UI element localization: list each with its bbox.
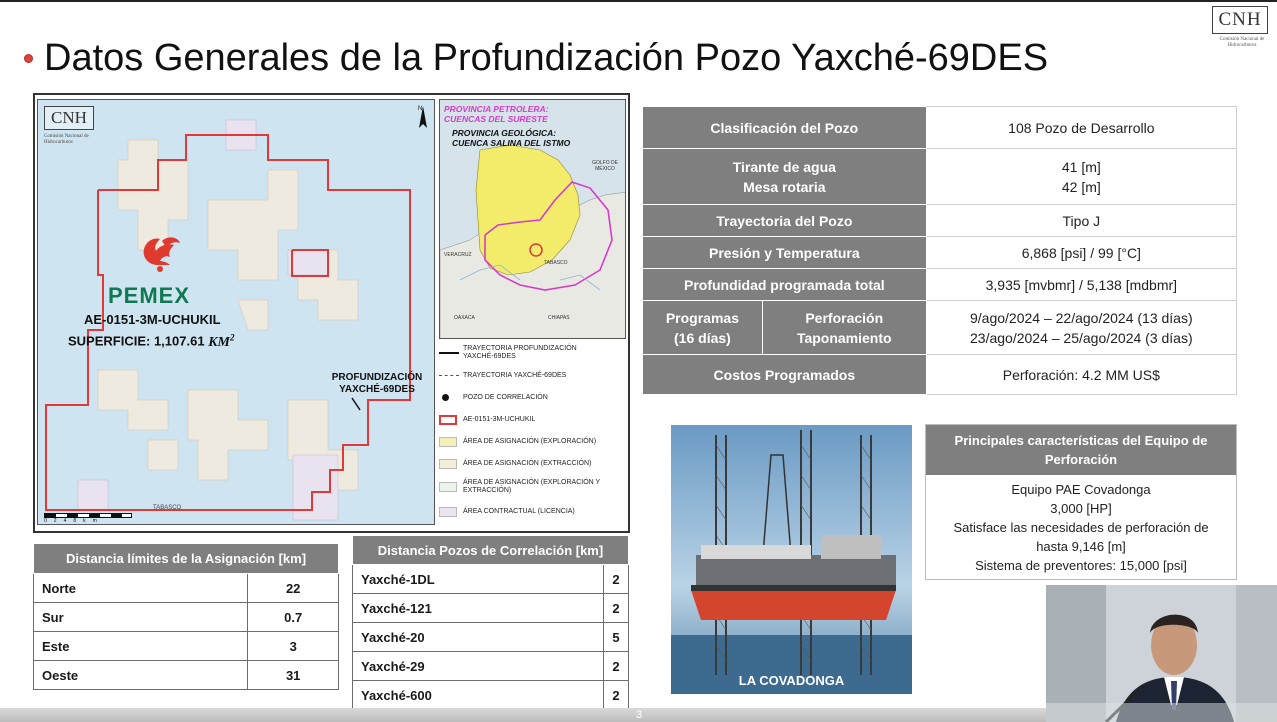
inset-tabasco-label: TABASCO xyxy=(544,260,568,266)
equipment-panel xyxy=(925,424,1237,580)
legend-item xyxy=(439,459,591,469)
north-label: N xyxy=(418,106,423,112)
well-name-cell: Yaxché-600 xyxy=(353,681,604,710)
scale-tick: 2 xyxy=(53,518,64,524)
slide-title: Datos Generales de la Profundización Pozo Yaxché-69DES xyxy=(44,37,1049,79)
title-bullet xyxy=(24,54,33,63)
direction-cell: Este xyxy=(34,632,248,661)
legend-label: TRAYECTORIA PROFUNDIZACIÓN YAXCHÉ-69DES xyxy=(463,345,577,360)
top-border-line xyxy=(0,0,1277,2)
equipment-line: Satisface las necesidades de perforación de hasta 9,146 [m] xyxy=(953,520,1209,554)
legend-label: ÁREA DE ASIGNACIÓN (EXPLORACIÓN) xyxy=(463,438,597,445)
distance-cell: 22 xyxy=(248,574,339,603)
surface-exponent: 2 xyxy=(229,332,235,342)
correlation-wells-table xyxy=(352,535,629,710)
water-depth-label xyxy=(643,149,927,205)
table-row xyxy=(34,632,339,661)
scale-tick: 4 xyxy=(63,518,74,524)
well-info-table xyxy=(642,106,1237,395)
costs-value: Perforación: 4.2 MM US$ xyxy=(926,355,1236,395)
table-row xyxy=(34,574,339,603)
rig-illustration xyxy=(671,425,912,694)
direction-cell: Norte xyxy=(34,574,248,603)
distance-cell: 31 xyxy=(248,661,339,690)
legend-item xyxy=(439,415,535,425)
legend-item xyxy=(439,371,566,381)
drilling-label: Perforación xyxy=(805,309,884,326)
legend-item xyxy=(439,345,613,361)
equipment-header: Principales características del Equipo de Perforación xyxy=(926,425,1236,475)
cnh-logo-abbrev: CNH xyxy=(1212,6,1268,34)
rotary-table-label-line: Mesa rotaria xyxy=(743,178,826,195)
table-row xyxy=(643,301,1237,355)
lavender-box-icon xyxy=(439,507,459,517)
legend-item xyxy=(439,507,575,517)
inset-petroleum-province: PROVINCIA PETROLERA: CUENCAS DEL SURESTE xyxy=(444,104,549,124)
programs-label-line: Programas xyxy=(665,309,739,326)
legend-label: ÁREA CONTRACTUAL (LICENCIA) xyxy=(463,508,575,515)
table-row xyxy=(643,237,1237,269)
page-number: 3 xyxy=(636,709,643,721)
inset-map xyxy=(439,99,626,339)
cream-box-icon xyxy=(439,459,459,469)
equipment-line: Sistema de preventores: 15,000 [psi] xyxy=(975,558,1187,573)
table-row xyxy=(34,661,339,690)
legend-item xyxy=(439,437,596,447)
red-box-icon xyxy=(439,415,459,425)
distance-cell: 2 xyxy=(603,652,628,681)
map-cnh-subtitle: Comisión Nacional de Hidrocarburos xyxy=(44,134,89,145)
legend-label: ÁREA DE ASIGNACIÓN (EXPLORACIÓN Y EXTRACCIÓN) xyxy=(463,479,601,494)
scale-tick: 8 xyxy=(73,518,84,524)
dashed-line-icon xyxy=(439,371,459,381)
surface-value: SUPERFICIE: 1,107.61 xyxy=(68,333,205,349)
main-map xyxy=(37,99,435,525)
distance-limits-table xyxy=(33,543,339,690)
distance-cell: 2 xyxy=(603,681,628,710)
bottom-bar xyxy=(0,708,1046,722)
legend-item xyxy=(439,393,548,403)
dot-icon xyxy=(439,393,459,403)
well-name-cell: Yaxché-20 xyxy=(353,623,604,652)
cnh-logo xyxy=(1212,6,1272,56)
scale-unit: km xyxy=(83,518,104,524)
direction-cell: Sur xyxy=(34,603,248,632)
inset-chiapas-label: CHIAPAS xyxy=(548,315,570,321)
water-depth-label-line: Tirante de agua xyxy=(732,158,836,175)
classification-value: 108 Pozo de Desarrollo xyxy=(926,107,1236,149)
correlation-wells-header: Distancia Pozos de Correlación [km] xyxy=(353,536,629,565)
drilling-dates: 9/ago/2024 – 22/ago/2024 (13 días) xyxy=(970,309,1193,326)
distance-cell: 5 xyxy=(603,623,628,652)
distance-limits-header: Distancia límites de la Asignación [km] xyxy=(34,544,339,574)
equipment-line: 3,000 [HP] xyxy=(1050,501,1112,516)
speaker-video-frame xyxy=(1046,585,1277,722)
pressure-temp-value: 6,868 [psi] / 99 [°C] xyxy=(926,237,1236,269)
legend-label: AE-0151-3M-UCHUKIL xyxy=(463,416,536,423)
plugging-label: Taponamiento xyxy=(796,329,892,346)
table-row xyxy=(643,355,1237,395)
area-name: AE-0151-3M-UCHUKIL xyxy=(84,312,221,327)
legend-label: POZO DE CORRELACIÓN xyxy=(463,394,548,401)
legend-label: TRAYECTORIA YAXCHÉ-69DES xyxy=(463,372,567,379)
inset-veracruz-label: VERACRUZ xyxy=(444,252,472,258)
table-row xyxy=(643,149,1237,205)
surface-label xyxy=(68,332,234,351)
pemex-logo-text: PEMEX xyxy=(108,283,191,308)
table-row xyxy=(353,623,629,652)
direction-cell: Oeste xyxy=(34,661,248,690)
distance-cell: 0.7 xyxy=(248,603,339,632)
table-row xyxy=(353,565,629,594)
map-tabasco-label: TABASCO xyxy=(153,505,182,511)
programs-days-line: (16 días) xyxy=(674,329,731,346)
table-row xyxy=(643,205,1237,237)
well-name-cell: Yaxché-121 xyxy=(353,594,604,623)
equipment-line: Equipo PAE Covadonga xyxy=(1011,482,1151,497)
webcam-video xyxy=(1046,585,1277,722)
well-label: PROFUNDIZACIÓN YAXCHÉ-69DES xyxy=(331,372,423,395)
rotary-table-value-line: 42 [m] xyxy=(1061,178,1101,195)
table-row xyxy=(353,652,629,681)
inset-oaxaca-label: OAXACA xyxy=(454,315,475,321)
light-box-icon xyxy=(439,482,459,492)
distance-cell: 2 xyxy=(603,565,628,594)
surface-unit xyxy=(208,332,235,350)
scale-tick: 0 xyxy=(44,518,54,524)
table-row xyxy=(353,594,629,623)
table-row xyxy=(643,269,1237,301)
water-depth-value-line: 41 [m] xyxy=(1061,158,1101,175)
table-row xyxy=(34,603,339,632)
depth-value: 3,935 [mvbmr] / 5,138 [mdbmr] xyxy=(926,269,1236,301)
map-legend xyxy=(439,343,626,529)
equipment-body xyxy=(926,475,1236,575)
yellow-box-icon xyxy=(439,437,459,447)
well-name-cell: Yaxché-1DL xyxy=(353,565,604,594)
trajectory-value: Tipo J xyxy=(926,205,1236,237)
map-cnh-logo: CNH xyxy=(44,106,94,130)
classification-label: Clasificación del Pozo xyxy=(643,107,927,149)
legend-label: ÁREA DE ASIGNACIÓN (EXTRACCIÓN) xyxy=(463,460,592,467)
costs-label: Costos Programados xyxy=(643,355,927,395)
programs-sublabel xyxy=(762,301,926,355)
solid-line-icon xyxy=(439,348,459,358)
inset-geologic-province: PROVINCIA GEOLÓGICA: CUENCA SALINA DEL ISTMO xyxy=(452,128,571,148)
programs-value xyxy=(926,301,1236,355)
surface-unit-text: KM xyxy=(208,334,230,350)
well-name-cell: Yaxché-29 xyxy=(353,652,604,681)
depth-label: Profundidad programada total xyxy=(643,269,927,301)
water-depth-value xyxy=(926,149,1236,205)
scale-ticks xyxy=(44,518,104,524)
distance-cell: 3 xyxy=(248,632,339,661)
programs-label xyxy=(643,301,763,355)
pressure-temp-label: Presión y Temperatura xyxy=(643,237,927,269)
inset-gulf-label: GOLFO DE MÉXICO xyxy=(592,160,618,172)
distance-cell: 2 xyxy=(603,594,628,623)
legend-item xyxy=(439,479,603,495)
rig-photo xyxy=(671,425,912,694)
trajectory-label: Trayectoria del Pozo xyxy=(643,205,927,237)
cnh-logo-subtitle: Comisión Nacional de Hidrocarburos xyxy=(1219,37,1265,48)
north-arrow-icon xyxy=(418,106,422,112)
map-panel xyxy=(33,93,630,533)
table-row xyxy=(643,107,1237,149)
rig-caption: LA COVADONGA xyxy=(738,673,845,688)
plugging-dates: 23/ago/2024 – 25/ago/2024 (3 días) xyxy=(970,329,1193,346)
table-row xyxy=(353,681,629,710)
